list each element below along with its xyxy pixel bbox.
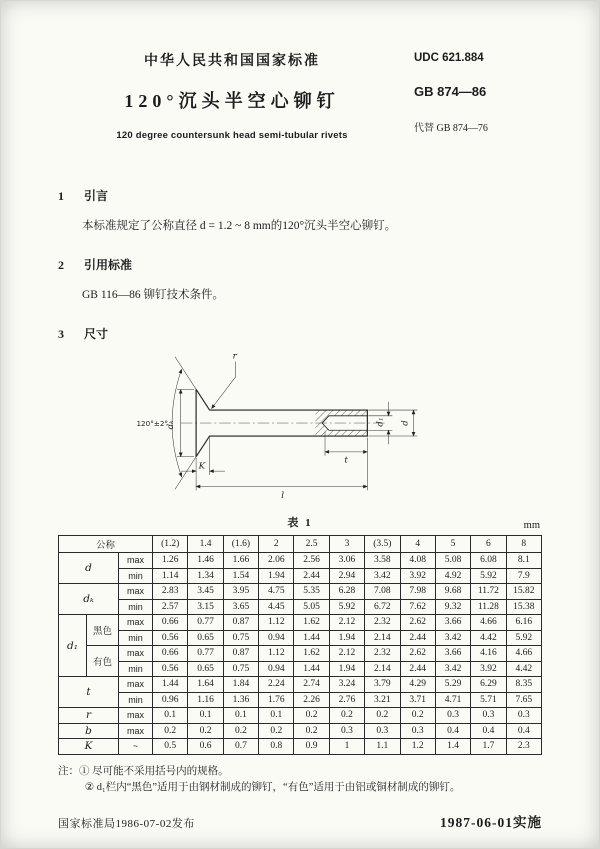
value-cell: 0.4	[506, 723, 541, 739]
value-cell: 2.14	[365, 630, 400, 646]
value-cell: 0.2	[365, 708, 400, 724]
value-cell: 0.3	[435, 708, 470, 724]
value-cell: 4.29	[400, 677, 435, 693]
table-col-header: 4	[400, 536, 435, 553]
value-cell: 5.92	[471, 568, 506, 584]
value-cell: 3.79	[365, 677, 400, 693]
k-dim-label: K	[198, 461, 206, 472]
value-cell: 0.2	[400, 708, 435, 724]
value-cell: 5.92	[329, 599, 364, 615]
value-cell: 2.14	[365, 661, 400, 677]
header-right	[414, 50, 542, 141]
value-cell: 1.12	[259, 615, 294, 631]
section-number: 2	[58, 258, 64, 272]
d-dim-label: d	[400, 420, 411, 426]
value-cell: 0.56	[153, 661, 188, 677]
value-cell: 3.21	[365, 692, 400, 708]
row-group-label: t	[59, 677, 119, 708]
value-cell: 3.42	[365, 568, 400, 584]
table-col-header: (1.2)	[153, 536, 188, 553]
section-title: 引用标准	[84, 258, 133, 272]
value-cell: 2.12	[329, 646, 364, 662]
table-col-header: (1.6)	[223, 536, 258, 553]
row-limit-label: min	[119, 599, 153, 615]
value-cell: 3.92	[400, 568, 435, 584]
value-cell: 7.08	[365, 584, 400, 600]
document-footer	[58, 811, 542, 831]
value-cell: 4.16	[471, 646, 506, 662]
udc-number: UDC 621.884	[414, 52, 484, 64]
value-cell: 1.44	[294, 630, 329, 646]
issued-by: 国家标准局1986-07-02发布	[58, 818, 195, 831]
value-cell: 1.76	[259, 692, 294, 708]
dk-dim-label: dₖ	[166, 420, 177, 430]
value-cell: 6.29	[471, 677, 506, 693]
value-cell: 2.06	[259, 553, 294, 569]
row-limit-label: min	[119, 661, 153, 677]
value-cell: 0.87	[223, 615, 258, 631]
table-row	[59, 568, 542, 584]
value-cell: 2.44	[400, 661, 435, 677]
value-cell: 4.75	[259, 584, 294, 600]
section-heading-2	[58, 256, 542, 273]
rivet-technical-drawing	[130, 348, 470, 500]
table-col-header: 5	[435, 536, 470, 553]
row-sub-label: 黑色	[87, 615, 119, 646]
value-cell: 1.54	[223, 568, 258, 584]
value-cell: 11.28	[471, 599, 506, 615]
value-cell: 1.44	[153, 677, 188, 693]
note-1	[58, 764, 542, 780]
value-cell: 1.26	[153, 553, 188, 569]
value-cell: 0.3	[400, 723, 435, 739]
value-cell: 1.64	[188, 677, 223, 693]
row-limit-label: min	[119, 630, 153, 646]
row-group-label: dₖ	[59, 584, 119, 615]
value-cell: 3.42	[435, 630, 470, 646]
table-row	[59, 584, 542, 600]
r-leader-line	[211, 361, 235, 408]
value-cell: 0.1	[188, 708, 223, 724]
row-limit-label: max	[119, 723, 153, 739]
table-row	[59, 599, 542, 615]
value-cell: 4.42	[506, 661, 541, 677]
value-cell: 3.58	[365, 553, 400, 569]
value-cell: 1.46	[188, 553, 223, 569]
value-cell: 0.1	[223, 708, 258, 724]
value-cell: 0.77	[188, 646, 223, 662]
section-1-body: 本标准规定了公称直径 d = 1.2 ~ 8 mm的120°沉头半空心铆钉。	[82, 220, 397, 232]
value-cell: 2.76	[329, 692, 364, 708]
d1-dim-label: d₁	[375, 417, 386, 427]
table-col-header: 6	[471, 536, 506, 553]
size-table-body	[59, 553, 542, 755]
value-cell: 1.66	[223, 553, 258, 569]
table-row	[59, 723, 542, 739]
value-cell: 11.72	[471, 584, 506, 600]
t-dim-label: t	[344, 455, 348, 466]
value-cell: 3.45	[188, 584, 223, 600]
value-cell: 5.08	[435, 553, 470, 569]
value-cell: 3.92	[471, 661, 506, 677]
value-cell: 2.83	[153, 584, 188, 600]
value-cell: 0.87	[223, 646, 258, 662]
value-cell: 7.9	[506, 568, 541, 584]
value-cell: 0.2	[188, 723, 223, 739]
value-cell: 0.2	[294, 708, 329, 724]
value-cell: 1.34	[188, 568, 223, 584]
value-cell: 15.82	[506, 584, 541, 600]
value-cell: 5.29	[435, 677, 470, 693]
table-unit: mm	[523, 520, 540, 531]
value-cell: 2.56	[294, 553, 329, 569]
value-cell: 1.36	[223, 692, 258, 708]
row-limit-label: max	[119, 615, 153, 631]
row-limit-label: max	[119, 646, 153, 662]
value-cell: 2.3	[506, 739, 541, 755]
value-cell: 0.3	[506, 708, 541, 724]
value-cell: 3.15	[188, 599, 223, 615]
angle-dim-label: 120°±2°	[136, 418, 169, 428]
value-cell: 1.12	[259, 646, 294, 662]
replaces-note: 代替 GB 874—76	[414, 123, 488, 134]
notes-prefix: 注：	[58, 765, 79, 777]
value-cell: 5.71	[471, 692, 506, 708]
r-dim-label: r	[232, 351, 237, 362]
value-cell: 0.75	[223, 630, 258, 646]
size-table-head-row	[59, 536, 542, 553]
value-cell: 1.94	[329, 630, 364, 646]
value-cell: 4.92	[435, 568, 470, 584]
value-cell: 3.95	[223, 584, 258, 600]
section-number: 3	[58, 327, 64, 341]
row-group-label: d₁	[59, 615, 87, 677]
page-title-english: 120 degree countersunk head semi-tubular rivets	[116, 130, 348, 141]
row-group-label: b	[59, 723, 119, 739]
value-cell: 2.62	[400, 646, 435, 662]
value-cell: 6.08	[471, 553, 506, 569]
page-title: 120°沉头半空心铆钉	[124, 91, 340, 111]
value-cell: 3.06	[329, 553, 364, 569]
value-cell: 1.94	[259, 568, 294, 584]
value-cell: 2.94	[329, 568, 364, 584]
value-cell: 2.24	[259, 677, 294, 693]
value-cell: 1	[329, 739, 364, 755]
note-2: ② d₁栏内“黑色”适用于由钢材制成的铆钉，“有色”适用于由铝或铜材制成的铆钉。	[84, 781, 461, 793]
figure-area	[58, 348, 542, 505]
angle-extension-top	[175, 357, 210, 410]
value-cell: 4.45	[259, 599, 294, 615]
section-heading-3	[58, 325, 542, 342]
value-cell: 2.44	[294, 568, 329, 584]
value-cell: 1.62	[294, 646, 329, 662]
table-row	[59, 692, 542, 708]
value-cell: 0.65	[188, 661, 223, 677]
table-row	[59, 630, 542, 646]
value-cell: 0.4	[435, 723, 470, 739]
value-cell: 1.62	[294, 615, 329, 631]
note-1-text: ① 尽可能不采用括号内的规格。	[79, 765, 229, 777]
value-cell: 0.77	[188, 615, 223, 631]
value-cell: 0.66	[153, 615, 188, 631]
value-cell: 1.44	[294, 661, 329, 677]
value-cell: 0.2	[294, 723, 329, 739]
row-limit-label: ~	[119, 739, 153, 755]
value-cell: 7.62	[400, 599, 435, 615]
value-cell: 3.24	[329, 677, 364, 693]
row-limit-label: min	[119, 568, 153, 584]
value-cell: 6.72	[365, 599, 400, 615]
table-col-header: 2	[259, 536, 294, 553]
table-row	[59, 708, 542, 724]
value-cell: 2.44	[400, 630, 435, 646]
section-2-body: GB 116—86 铆钉技术条件。	[82, 289, 225, 301]
value-cell: 0.9	[294, 739, 329, 755]
table-col-header: (3.5)	[365, 536, 400, 553]
table-row	[59, 739, 542, 755]
value-cell: 2.32	[365, 615, 400, 631]
row-sub-label: 有色	[87, 646, 119, 677]
value-cell: 0.8	[259, 739, 294, 755]
value-cell: 4.71	[435, 692, 470, 708]
effective-date: 1987-06-01实施	[440, 815, 542, 831]
value-cell: 0.2	[223, 723, 258, 739]
value-cell: 1.4	[435, 739, 470, 755]
value-cell: 2.12	[329, 615, 364, 631]
value-cell: 0.2	[259, 723, 294, 739]
value-cell: 0.1	[153, 708, 188, 724]
value-cell: 1.2	[400, 739, 435, 755]
value-cell: 0.5	[153, 739, 188, 755]
value-cell: 8.1	[506, 553, 541, 569]
table-row	[59, 677, 542, 693]
value-cell: 1.16	[188, 692, 223, 708]
value-cell: 6.16	[506, 615, 541, 631]
value-cell: 6.28	[329, 584, 364, 600]
value-cell: 0.3	[471, 708, 506, 724]
table-row	[59, 553, 542, 569]
value-cell: 4.66	[471, 615, 506, 631]
value-cell: 0.2	[153, 723, 188, 739]
value-cell: 4.42	[471, 630, 506, 646]
value-cell: 1.14	[153, 568, 188, 584]
value-cell: 5.92	[506, 630, 541, 646]
table-row	[59, 615, 542, 631]
row-group-label: r	[59, 708, 119, 724]
table-col-header: 2.5	[294, 536, 329, 553]
value-cell: 5.05	[294, 599, 329, 615]
table-caption: 表 1	[287, 517, 313, 529]
value-cell: 0.94	[259, 630, 294, 646]
value-cell: 3.65	[223, 599, 258, 615]
value-cell: 0.1	[259, 708, 294, 724]
value-cell: 0.94	[259, 661, 294, 677]
value-cell: 7.65	[506, 692, 541, 708]
value-cell: 1.84	[223, 677, 258, 693]
header-left	[58, 50, 414, 141]
table-col-header: 8	[506, 536, 541, 553]
section-title: 尺寸	[84, 327, 109, 341]
standard-org: 中华人民共和国国家标准	[144, 54, 320, 69]
row-limit-label: max	[119, 708, 153, 724]
value-cell: 0.75	[223, 661, 258, 677]
value-cell: 1.94	[329, 661, 364, 677]
row-group-label: d	[59, 553, 119, 584]
value-cell: 2.74	[294, 677, 329, 693]
value-cell: 3.71	[400, 692, 435, 708]
value-cell: 0.7	[223, 739, 258, 755]
table-row	[59, 646, 542, 662]
value-cell: 9.32	[435, 599, 470, 615]
l-dim-label: l	[281, 491, 285, 500]
value-cell: 0.66	[153, 646, 188, 662]
value-cell: 2.32	[365, 646, 400, 662]
value-cell: 4.08	[400, 553, 435, 569]
value-cell: 0.56	[153, 630, 188, 646]
document-header	[58, 50, 542, 141]
row-limit-label: max	[119, 584, 153, 600]
value-cell: 1.7	[471, 739, 506, 755]
value-cell: 8.35	[506, 677, 541, 693]
value-cell: 0.4	[471, 723, 506, 739]
section-title: 引言	[84, 189, 109, 203]
value-cell: 0.3	[365, 723, 400, 739]
dimension-table	[58, 535, 542, 755]
value-cell: 3.66	[435, 646, 470, 662]
row-limit-label: min	[119, 692, 153, 708]
value-cell: 5.35	[294, 584, 329, 600]
standard-code: GB 874—86	[414, 84, 487, 99]
notes-block	[58, 764, 542, 797]
value-cell: 3.66	[435, 615, 470, 631]
value-cell: 0.6	[188, 739, 223, 755]
table-row	[59, 661, 542, 677]
value-cell: 7.98	[400, 584, 435, 600]
value-cell: 0.65	[188, 630, 223, 646]
value-cell: 15.38	[506, 599, 541, 615]
value-cell: 2.26	[294, 692, 329, 708]
table-caption-row	[58, 513, 542, 531]
table-col-header: 1.4	[188, 536, 223, 553]
value-cell: 0.96	[153, 692, 188, 708]
value-cell: 9.68	[435, 584, 470, 600]
row-limit-label: max	[119, 677, 153, 693]
value-cell: 2.62	[400, 615, 435, 631]
value-cell: 2.57	[153, 599, 188, 615]
value-cell: 0.3	[329, 723, 364, 739]
value-cell: 0.2	[329, 708, 364, 724]
row-group-label: K	[59, 739, 119, 755]
section-heading-1	[58, 187, 542, 204]
value-cell: 1.1	[365, 739, 400, 755]
value-cell: 3.42	[435, 661, 470, 677]
value-cell: 4.66	[506, 646, 541, 662]
table-corner-cell: 公称	[59, 536, 153, 553]
table-col-header: 3	[329, 536, 364, 553]
row-limit-label: max	[119, 553, 153, 569]
section-number: 1	[58, 189, 64, 203]
